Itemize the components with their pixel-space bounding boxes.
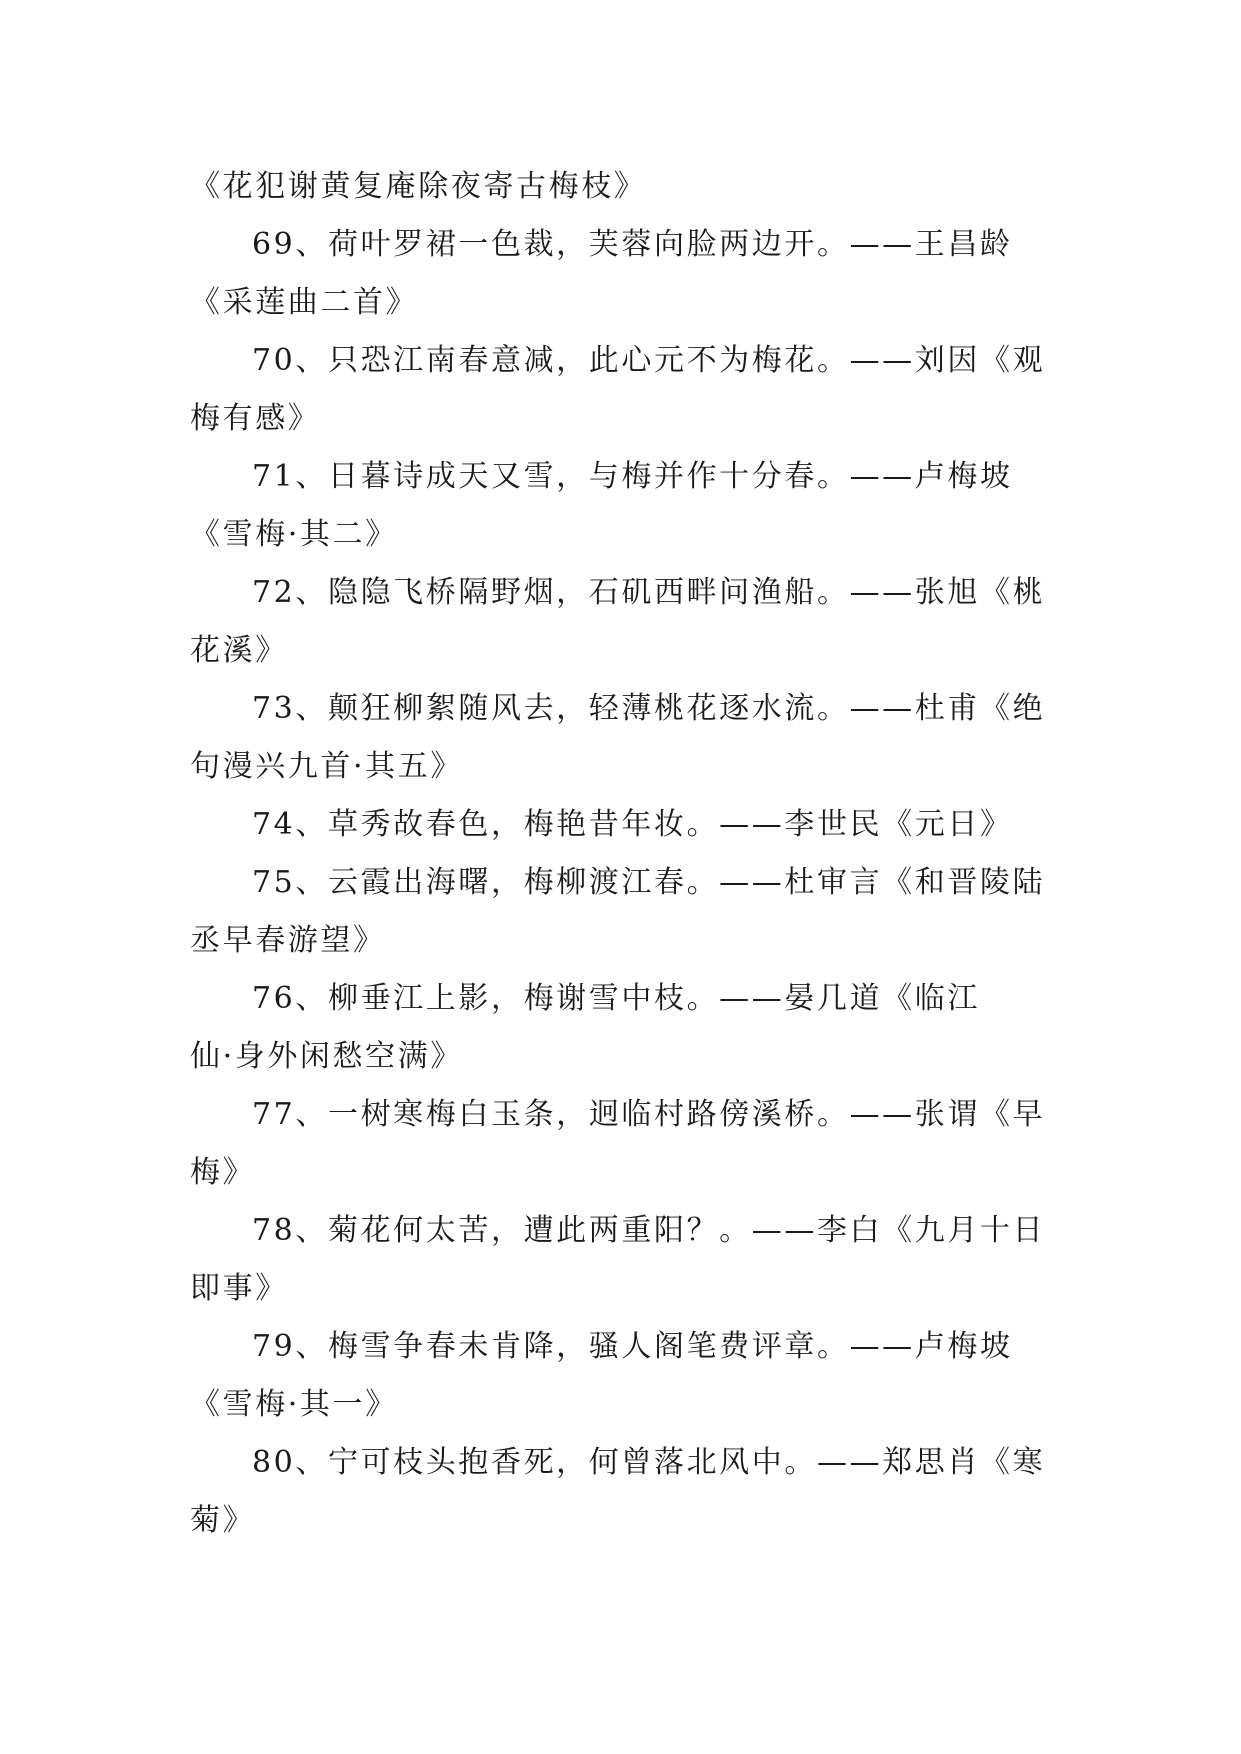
text-line: 菊》 (190, 1503, 256, 1538)
text-line: 76、柳垂江上影，梅谢雪中枝。——晏几道《临江 (252, 981, 980, 1016)
text-line: 句漫兴九首·其五》 (190, 749, 463, 784)
text-line: 73、颠狂柳絮随风去，轻薄桃花逐水流。——杜甫《绝 (252, 691, 1046, 726)
text-line: 77、一树寒梅白玉条，迥临村路傍溪桥。——张谓《早 (252, 1097, 1046, 1132)
text-line: 74、草秀故春色，梅艳昔年妆。——李世民《元日》 (252, 807, 1013, 842)
text-line: 78、菊花何太苦，遭此两重阳？。——李白《九月十日 (252, 1213, 1046, 1248)
text-line: 71、日暮诗成天又雪，与梅并作十分春。——卢梅坡 (252, 459, 1013, 494)
text-line: 《采莲曲二首》 (190, 285, 419, 320)
text-line: 《雪梅·其二》 (190, 517, 398, 552)
text-line: 花溪》 (190, 633, 288, 668)
text-line: 72、隐隐飞桥隔野烟，石矶西畔问渔船。——张旭《桃 (252, 575, 1046, 610)
text-line: 70、只恐江南春意减，此心元不为梅花。——刘因《观 (252, 343, 1046, 378)
text-line: 75、云霞出海曙，梅柳渡江春。——杜审言《和晋陵陆 (252, 865, 1046, 900)
text-line: 《雪梅·其一》 (190, 1387, 398, 1422)
text-line: 仙·身外闲愁空满》 (190, 1039, 463, 1074)
text-line: 梅有感》 (190, 401, 321, 436)
text-line: 梅》 (190, 1155, 256, 1190)
text-line: 69、荷叶罗裙一色裁，芙蓉向脸两边开。——王昌龄 (252, 227, 1013, 262)
text-line: 丞早春游望》 (190, 923, 386, 958)
poem-list (190, 158, 1050, 1550)
text-line: 80、宁可枝头抱香死，何曾落北风中。——郑思肖《寒 (252, 1445, 1046, 1480)
text-line: 即事》 (190, 1271, 288, 1306)
text-line: 《花犯谢黄复庵除夜寄古梅枝》 (190, 169, 647, 204)
text-line: 79、梅雪争春未肯降，骚人阁笔费评章。——卢梅坡 (252, 1329, 1013, 1364)
